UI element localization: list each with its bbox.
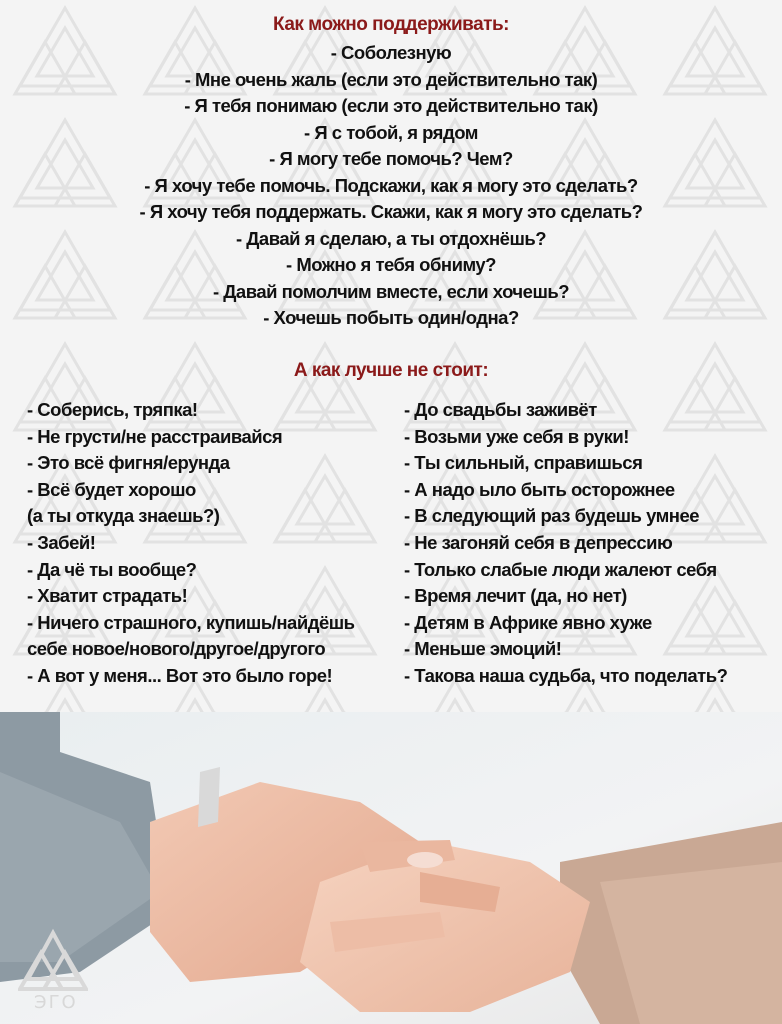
support-list-item: - Я тебя понимаю (если это действительно так) <box>184 95 598 116</box>
support-list-item: - Я хочу тебе помочь. Подскажи, как я могу это сделать? <box>144 174 638 196</box>
avoid-right-item: - Ты сильный, справишься <box>404 452 643 474</box>
support-list-item: - Мне очень жаль (если это действительно так) <box>184 68 598 90</box>
avoid-left-item: - Забей! <box>27 531 96 553</box>
support-list-item: - Соболезную <box>330 42 452 63</box>
support-list-item: - Можно я тебя обниму? <box>286 254 496 275</box>
avoid-right-item: - Меньше эмоций! <box>404 638 562 660</box>
avoid-right-item: - А надо ыло быть осторожнее <box>404 478 675 500</box>
support-list-item: - Я хочу тебя поддержать. Скажи, как я могу это сделать? <box>139 201 643 222</box>
avoid-right-item: - Детям в Африке явно хуже <box>404 611 652 633</box>
avoid-list-left <box>27 397 355 690</box>
support-list <box>0 40 782 332</box>
avoid-left-item: - Это всё фигня/ерунда <box>27 452 230 474</box>
support-list-item: - Я могу тебе помочь? Чем? <box>269 148 513 169</box>
support-list-item: - Я с тобой, я рядом <box>304 121 478 143</box>
avoid-right-item: - Время лечит (да, но нет) <box>404 585 627 607</box>
avoid-right-item: - Только слабые люди жалеют себя <box>404 558 717 580</box>
avoid-left-item: - А вот у меня... Вот это было горе! <box>27 664 333 686</box>
avoid-left-item: - Всё будет хорошо <box>27 478 196 500</box>
avoid-left-item: - Да чё ты вообще? <box>27 558 197 580</box>
support-title: Как можно поддерживать: <box>272 14 509 35</box>
avoid-title: А как лучше не стоит: <box>293 360 489 381</box>
avoid-right-item: - Такова наша судьба, что поделать? <box>404 664 728 686</box>
avoid-left-item: себе новое/нового/другое/другого <box>27 638 326 660</box>
avoid-left-item: - Соберись, тряпка! <box>27 399 198 420</box>
support-list-item: - Хочешь побыть один/одна? <box>263 307 519 328</box>
support-list-item: - Давай помолчим вместе, если хочешь? <box>212 280 570 302</box>
avoid-left-item: - Хватит страдать! <box>27 585 188 607</box>
holding-hands-photo <box>0 712 782 1024</box>
avoid-right-item: - До свадьбы заживёт <box>404 399 597 420</box>
avoid-left-item: - Ничего страшного, купишь/найдёшь <box>27 611 355 633</box>
avoid-right-item: - Возьми уже себя в руки! <box>404 425 629 447</box>
avoid-right-item: - Не загоняй себя в депрессию <box>404 531 673 553</box>
avoid-left-item: (а ты откуда знаешь?) <box>27 505 220 527</box>
avoid-list-right <box>404 397 727 690</box>
logo-text: ЭГО <box>34 992 78 1013</box>
avoid-left-item: - Не грусти/не расстраивайся <box>27 425 283 447</box>
avoid-right-item: - В следующий раз будешь умнее <box>404 505 700 527</box>
support-list-item: - Давай я сделаю, а ты отдохнёшь? <box>235 227 547 249</box>
